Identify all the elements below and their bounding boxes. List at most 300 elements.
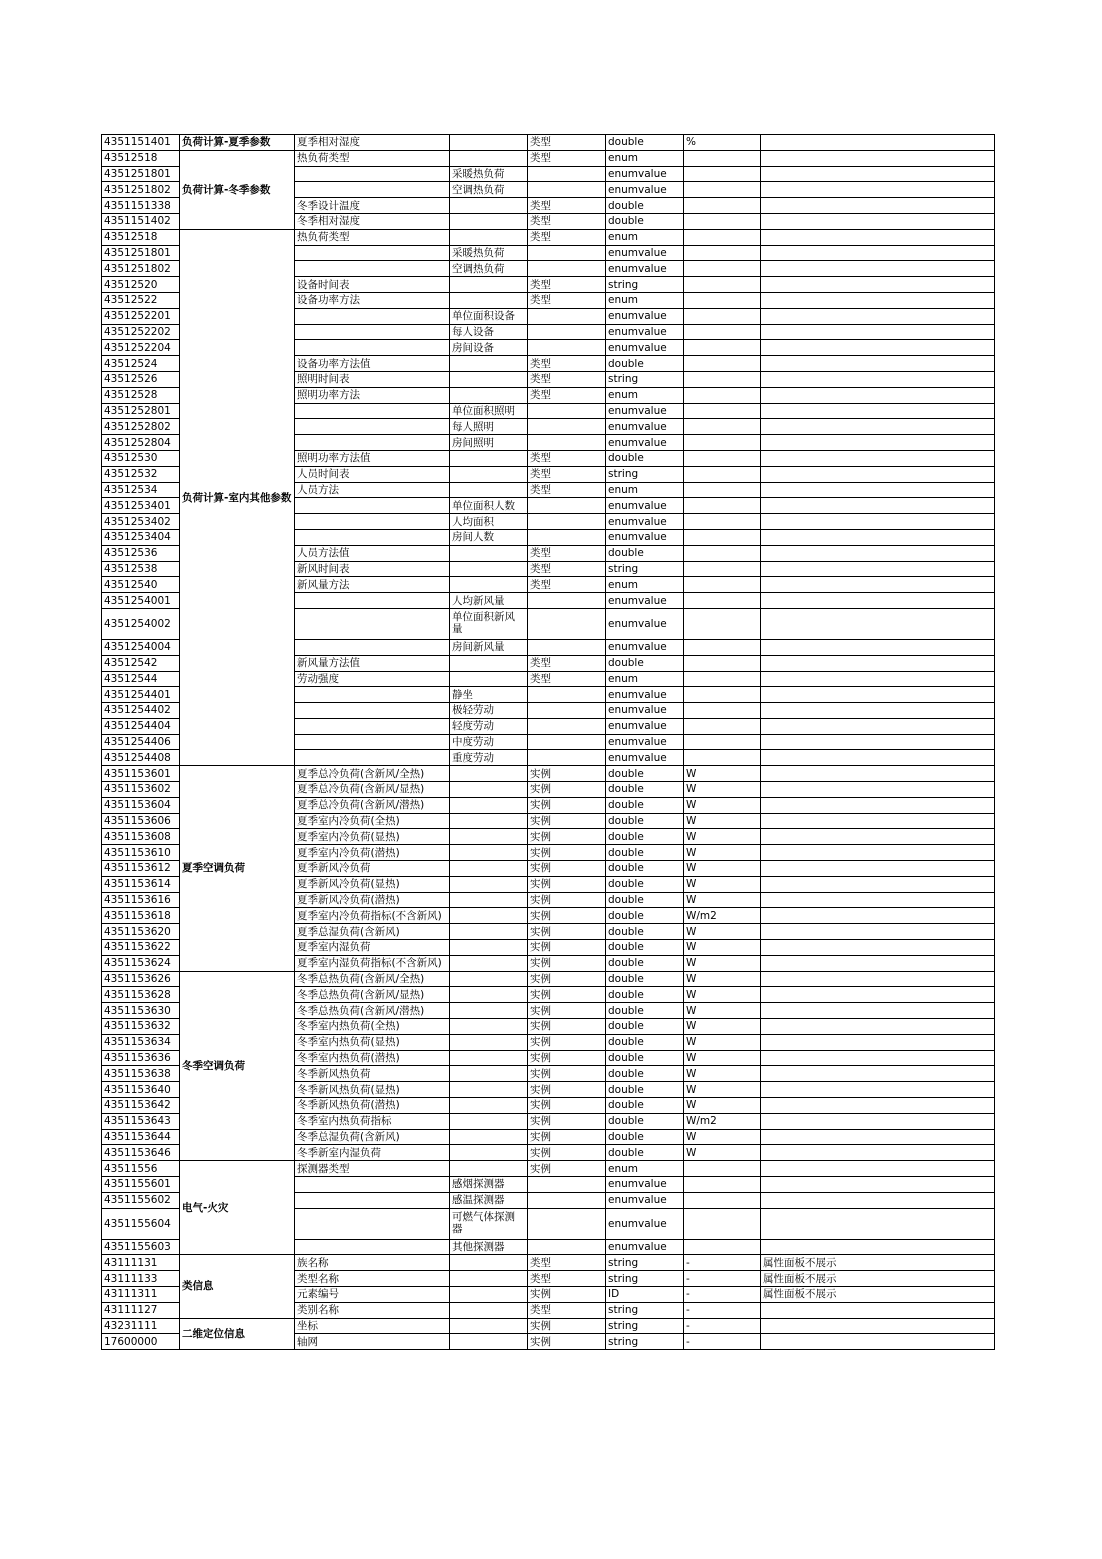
option-cell: 人均新风量 [450,593,528,609]
note-cell [761,655,995,671]
note-cell [761,166,995,182]
option-cell [450,1050,528,1066]
kind-cell: 类型 [528,671,606,687]
unit-cell: W [684,1003,761,1019]
note-cell [761,466,995,482]
data-type-cell: double [606,908,684,924]
kind-cell: 类型 [528,545,606,561]
data-type-cell: double [606,1129,684,1145]
unit-cell [684,387,761,403]
note-cell [761,135,995,151]
note-cell [761,277,995,293]
unit-cell: W [684,924,761,940]
unit-cell [684,450,761,466]
option-cell [450,987,528,1003]
option-cell [450,1129,528,1145]
table-row [102,135,995,151]
unit-cell [684,671,761,687]
kind-cell [528,1239,606,1255]
option-cell: 中度劳动 [450,734,528,750]
attribute-name-cell [295,514,450,530]
unit-cell: W [684,1145,761,1161]
note-cell [761,987,995,1003]
unit-cell [684,213,761,229]
unit-cell [684,1239,761,1255]
kind-cell: 类型 [528,356,606,372]
code-cell: 4351153643 [102,1113,180,1129]
note-cell [761,1208,995,1239]
attribute-name-cell: 设备功率方法 [295,292,450,308]
unit-cell: - [684,1334,761,1350]
table-row [102,1318,995,1334]
data-type-cell: enumvalue [606,324,684,340]
kind-cell: 实例 [528,955,606,971]
data-type-cell: double [606,1082,684,1098]
attribute-name-cell: 冬季总热负荷(含新风/显热) [295,987,450,1003]
option-cell [450,924,528,940]
unit-cell: W/m2 [684,1113,761,1129]
unit-cell: W [684,876,761,892]
code-cell: 4351153602 [102,782,180,798]
kind-cell [528,308,606,324]
kind-cell: 实例 [528,861,606,877]
unit-cell: W [684,1019,761,1035]
code-cell: 4351153632 [102,1019,180,1035]
option-cell: 采暖热负荷 [450,166,528,182]
kind-cell: 实例 [528,1003,606,1019]
attribute-name-cell: 夏季新风冷负荷(潜热) [295,892,450,908]
attribute-name-cell: 冬季室内热负荷(显热) [295,1034,450,1050]
data-type-cell: double [606,845,684,861]
option-cell [450,387,528,403]
attribute-name-cell: 冬季新风热负荷 [295,1066,450,1082]
kind-cell [528,608,606,639]
option-cell [450,1098,528,1114]
code-cell: 43512540 [102,577,180,593]
option-cell: 房间照明 [450,435,528,451]
data-type-cell: enumvalue [606,514,684,530]
unit-cell [684,277,761,293]
option-cell: 重度劳动 [450,750,528,766]
table-row [102,766,995,782]
data-type-cell: double [606,813,684,829]
kind-cell: 实例 [528,1066,606,1082]
data-type-cell: double [606,892,684,908]
data-type-cell: double [606,1066,684,1082]
data-type-cell: enumvalue [606,182,684,198]
unit-cell [684,371,761,387]
data-type-cell: double [606,545,684,561]
data-type-cell: enumvalue [606,245,684,261]
code-cell: 43512522 [102,292,180,308]
unit-cell [684,545,761,561]
attribute-name-cell: 夏季室内冷负荷(显热) [295,829,450,845]
note-cell [761,1034,995,1050]
note-cell [761,1019,995,1035]
option-cell [450,1302,528,1318]
note-cell [761,1082,995,1098]
kind-cell: 实例 [528,1034,606,1050]
kind-cell: 实例 [528,1098,606,1114]
option-cell: 房间新风量 [450,639,528,655]
note-cell [761,213,995,229]
unit-cell: W [684,1066,761,1082]
attribute-name-cell: 夏季室内湿负荷 [295,940,450,956]
data-type-cell: string [606,1271,684,1287]
code-cell: 4351153620 [102,924,180,940]
kind-cell [528,245,606,261]
code-cell: 4351252804 [102,435,180,451]
attribute-name-cell: 探测器类型 [295,1161,450,1177]
kind-cell [528,403,606,419]
group-label: 负荷计算-夏季参数 [180,135,295,151]
unit-cell: W [684,1129,761,1145]
code-cell: 4351153646 [102,1145,180,1161]
kind-cell: 类型 [528,387,606,403]
unit-cell: W [684,1098,761,1114]
note-cell [761,766,995,782]
table-row [102,1255,995,1271]
kind-cell: 类型 [528,482,606,498]
code-cell: 4351153636 [102,1050,180,1066]
option-cell [450,371,528,387]
option-cell: 每人照明 [450,419,528,435]
kind-cell: 实例 [528,829,606,845]
unit-cell [684,1192,761,1208]
note-cell [761,955,995,971]
option-cell: 轻度劳动 [450,718,528,734]
code-cell: 43111311 [102,1286,180,1302]
unit-cell [684,308,761,324]
note-cell [761,734,995,750]
option-cell [450,971,528,987]
note-cell [761,435,995,451]
attribute-name-cell [295,498,450,514]
attribute-name-cell: 类别名称 [295,1302,450,1318]
code-cell: 4351251802 [102,261,180,277]
kind-cell: 类型 [528,466,606,482]
group-label: 负荷计算-冬季参数 [180,150,295,229]
attribute-name-cell: 新风量方法 [295,577,450,593]
attribute-name-cell: 劳动强度 [295,671,450,687]
code-cell: 4351153628 [102,987,180,1003]
code-cell: 4351251802 [102,182,180,198]
data-type-cell: enumvalue [606,593,684,609]
data-type-cell: string [606,1334,684,1350]
code-cell: 4351155602 [102,1192,180,1208]
kind-cell: 实例 [528,940,606,956]
option-cell [450,1255,528,1271]
note-cell [761,845,995,861]
note-cell [761,198,995,214]
kind-cell: 实例 [528,1161,606,1177]
unit-cell: W [684,892,761,908]
note-cell [761,561,995,577]
kind-cell [528,182,606,198]
code-cell: 4351251801 [102,245,180,261]
option-cell [450,150,528,166]
option-cell [450,797,528,813]
kind-cell: 实例 [528,892,606,908]
data-type-cell: double [606,1098,684,1114]
unit-cell: % [684,135,761,151]
data-type-cell: double [606,987,684,1003]
attribute-name-cell: 新风量方法值 [295,655,450,671]
note-cell [761,529,995,545]
note-cell [761,940,995,956]
attribute-name-cell [295,308,450,324]
kind-cell: 实例 [528,876,606,892]
option-cell [450,482,528,498]
kind-cell: 实例 [528,1082,606,1098]
option-cell [450,577,528,593]
code-cell: 4351153642 [102,1098,180,1114]
data-type-cell: double [606,655,684,671]
code-cell: 43231111 [102,1318,180,1334]
kind-cell: 实例 [528,1145,606,1161]
kind-cell [528,498,606,514]
note-cell [761,356,995,372]
option-cell [450,861,528,877]
data-type-cell: enum [606,671,684,687]
option-cell [450,876,528,892]
data-type-cell: string [606,1318,684,1334]
option-cell [450,1113,528,1129]
note-cell [761,387,995,403]
option-cell [450,1334,528,1350]
code-cell: 4351254004 [102,639,180,655]
option-cell [450,1161,528,1177]
attribute-name-cell [295,608,450,639]
group-label: 冬季空调负荷 [180,971,295,1161]
code-cell: 4351251801 [102,166,180,182]
note-cell [761,545,995,561]
attribute-name-cell: 冬季室内热负荷指标 [295,1113,450,1129]
attribute-name-cell: 新风时间表 [295,561,450,577]
kind-cell [528,1177,606,1193]
code-cell: 43512532 [102,466,180,482]
option-cell [450,1019,528,1035]
kind-cell [528,529,606,545]
note-cell [761,419,995,435]
note-cell: 属性面板不展示 [761,1255,995,1271]
note-cell [761,1302,995,1318]
attribute-name-cell: 人员方法 [295,482,450,498]
kind-cell: 类型 [528,292,606,308]
option-cell [450,671,528,687]
note-cell [761,292,995,308]
code-cell: 4351252204 [102,340,180,356]
kind-cell [528,639,606,655]
attribute-name-cell: 冬季室内热负荷(全热) [295,1019,450,1035]
group-label: 夏季空调负荷 [180,766,295,971]
code-cell: 4351151402 [102,213,180,229]
option-cell [450,292,528,308]
attribute-name-cell [295,182,450,198]
data-type-cell: enumvalue [606,419,684,435]
attribute-name-cell: 夏季室内冷负荷指标(不含新风) [295,908,450,924]
kind-cell: 类型 [528,577,606,593]
note-cell [761,639,995,655]
table-row [102,1161,995,1177]
data-type-cell: string [606,466,684,482]
option-cell: 静坐 [450,687,528,703]
data-type-cell: enumvalue [606,1177,684,1193]
unit-cell [684,292,761,308]
note-cell [761,797,995,813]
data-type-cell: enum [606,1161,684,1177]
data-type-cell: enum [606,577,684,593]
code-cell: 4351254401 [102,687,180,703]
note-cell [761,1145,995,1161]
attribute-name-cell: 族名称 [295,1255,450,1271]
data-type-cell: double [606,876,684,892]
kind-cell: 类型 [528,135,606,151]
attribute-name-cell: 热负荷类型 [295,229,450,245]
kind-cell [528,734,606,750]
kind-cell [528,340,606,356]
data-type-cell: enumvalue [606,498,684,514]
note-cell [761,245,995,261]
code-cell: 4351153608 [102,829,180,845]
code-cell: 4351155601 [102,1177,180,1193]
note-cell [761,813,995,829]
data-type-cell: double [606,1113,684,1129]
code-cell: 43512542 [102,655,180,671]
attribute-name-cell: 夏季室内冷负荷(潜热) [295,845,450,861]
kind-cell [528,435,606,451]
attribute-name-cell: 人员时间表 [295,466,450,482]
unit-cell [684,356,761,372]
kind-cell: 类型 [528,655,606,671]
kind-cell: 实例 [528,987,606,1003]
option-cell [450,135,528,151]
attribute-name-cell: 冬季新风热负荷(潜热) [295,1098,450,1114]
option-cell [450,213,528,229]
data-type-cell: string [606,371,684,387]
table-row [102,150,995,166]
data-type-cell: double [606,213,684,229]
option-cell [450,466,528,482]
kind-cell: 类型 [528,150,606,166]
kind-cell: 类型 [528,198,606,214]
kind-cell: 类型 [528,450,606,466]
note-cell [761,1334,995,1350]
note-cell [761,908,995,924]
data-type-cell: string [606,277,684,293]
attribute-name-cell [295,703,450,719]
note-cell [761,371,995,387]
note-cell [761,450,995,466]
option-cell [450,277,528,293]
note-cell [761,482,995,498]
table-row [102,971,995,987]
attribute-name-cell [295,529,450,545]
code-cell: 4351153626 [102,971,180,987]
data-type-cell: double [606,924,684,940]
attribute-name-cell [295,435,450,451]
code-cell: 4351153630 [102,1003,180,1019]
attribute-name-cell [295,403,450,419]
attribute-name-cell: 夏季总冷负荷(含新风/全热) [295,766,450,782]
attribute-name-cell [295,1192,450,1208]
data-type-cell: enumvalue [606,435,684,451]
attribute-name-cell: 夏季室内湿负荷指标(不含新风) [295,955,450,971]
attribute-name-cell [295,340,450,356]
code-cell: 43111133 [102,1271,180,1287]
data-type-cell: double [606,450,684,466]
option-cell [450,1066,528,1082]
option-cell [450,1082,528,1098]
code-cell: 43512518 [102,229,180,245]
attribute-name-cell [295,593,450,609]
attribute-name-cell [295,1208,450,1239]
kind-cell: 实例 [528,1334,606,1350]
note-cell [761,229,995,245]
data-type-cell: string [606,1255,684,1271]
option-cell [450,229,528,245]
note-cell [761,403,995,419]
kind-cell: 实例 [528,813,606,829]
data-type-cell: double [606,1034,684,1050]
note-cell [761,514,995,530]
unit-cell: W [684,813,761,829]
option-cell: 极轻劳动 [450,703,528,719]
note-cell [761,1113,995,1129]
option-cell [450,198,528,214]
unit-cell [684,150,761,166]
unit-cell [684,1177,761,1193]
note-cell: 属性面板不展示 [761,1271,995,1287]
attribute-name-cell: 夏季总冷负荷(含新风/显热) [295,782,450,798]
data-type-cell: enumvalue [606,608,684,639]
data-type-cell: double [606,782,684,798]
unit-cell: W [684,797,761,813]
unit-cell: - [684,1302,761,1318]
data-type-cell: enumvalue [606,308,684,324]
kind-cell [528,1208,606,1239]
code-cell: 4351254402 [102,703,180,719]
note-cell [761,1098,995,1114]
code-cell: 4351252202 [102,324,180,340]
data-type-cell: enumvalue [606,639,684,655]
unit-cell [684,229,761,245]
code-cell: 4351153616 [102,892,180,908]
code-cell: 4351153624 [102,955,180,971]
note-cell [761,971,995,987]
option-cell: 空调热负荷 [450,182,528,198]
unit-cell: - [684,1318,761,1334]
attribute-name-cell: 夏季总冷负荷(含新风/潜热) [295,797,450,813]
code-cell: 4351151401 [102,135,180,151]
note-cell [761,593,995,609]
attribute-name-cell [295,718,450,734]
kind-cell: 实例 [528,1286,606,1302]
kind-cell [528,750,606,766]
option-cell [450,845,528,861]
code-cell: 4351153638 [102,1066,180,1082]
data-type-cell: enum [606,482,684,498]
kind-cell: 实例 [528,1113,606,1129]
note-cell [761,1192,995,1208]
code-cell: 43512520 [102,277,180,293]
code-cell: 43512524 [102,356,180,372]
group-label: 负荷计算-室内其他参数 [180,229,295,766]
option-cell: 单位面积人数 [450,498,528,514]
note-cell [761,829,995,845]
unit-cell [684,639,761,655]
option-cell: 每人设备 [450,324,528,340]
